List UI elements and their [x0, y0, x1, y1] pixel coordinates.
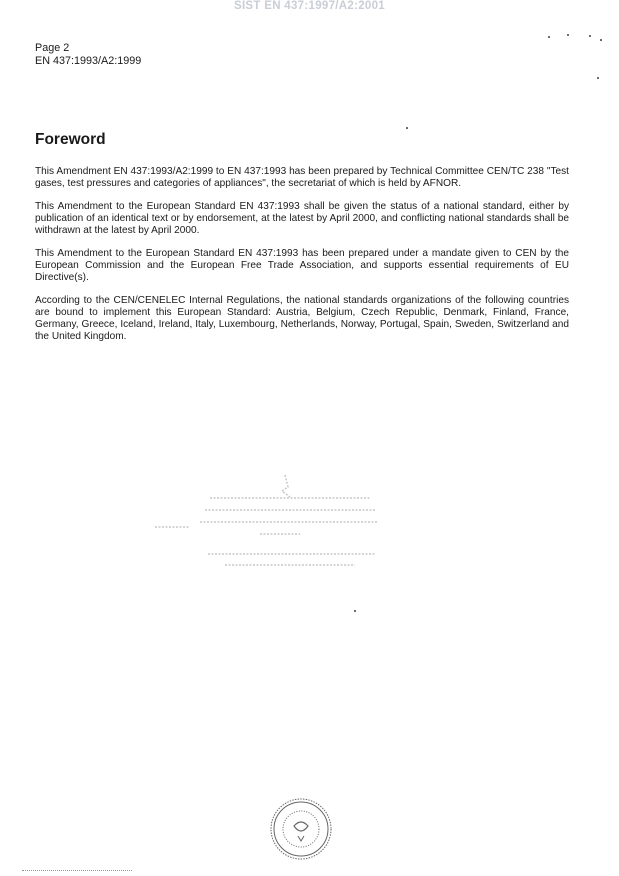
paragraph-national-status: This Amendment to the European Standard EN 437:1993 shall be given the status of a national standard, either by publication of an identical text or by endorsement, at the latest by April 2000, and conflicting national standards shall be withdrawn at the latest by April 2000.	[35, 201, 569, 236]
bottom-dotted-line	[22, 870, 132, 871]
foreword-body	[35, 166, 569, 354]
paragraph-prepared-by: This Amendment EN 437:1993/A2:1999 to EN 437:1993 has been prepared by Technical Committee CEN/TC 238 "Test gases, test pressures and categories of appliances", the secretariat of which is held by AFNOR.	[35, 166, 569, 189]
faint-stamp-mark	[150, 470, 390, 610]
document-reference: EN 437:1993/A2:1999	[35, 55, 142, 67]
document-watermark-title: SIST EN 437:1997/A2:2001	[233, 0, 386, 12]
paragraph-implementing-countries: According to the CEN/CENELEC Internal Regulations, the national standards organizations of the following countries are bound to implement this European Standard: Austria, Belgium, Czech Republic, Denmark, Finland, France, Germany, Greece, Iceland, Ireland, Italy, Luxembourg, Netherlands, Norway, Portugal, Spain, Sweden, Switzerland and the United Kingdom.	[35, 295, 569, 342]
official-seal	[268, 796, 334, 862]
page-header	[35, 42, 141, 68]
paragraph-mandate: This Amendment to the European Standard EN 437:1993 has been prepared under a mandate given to CEN by the European Commission and the European Free Trade Association, and supports essential requirements of EU Directive(s).	[35, 248, 569, 283]
page-number: Page 2	[35, 42, 70, 54]
foreword-heading: Foreword	[35, 131, 106, 148]
